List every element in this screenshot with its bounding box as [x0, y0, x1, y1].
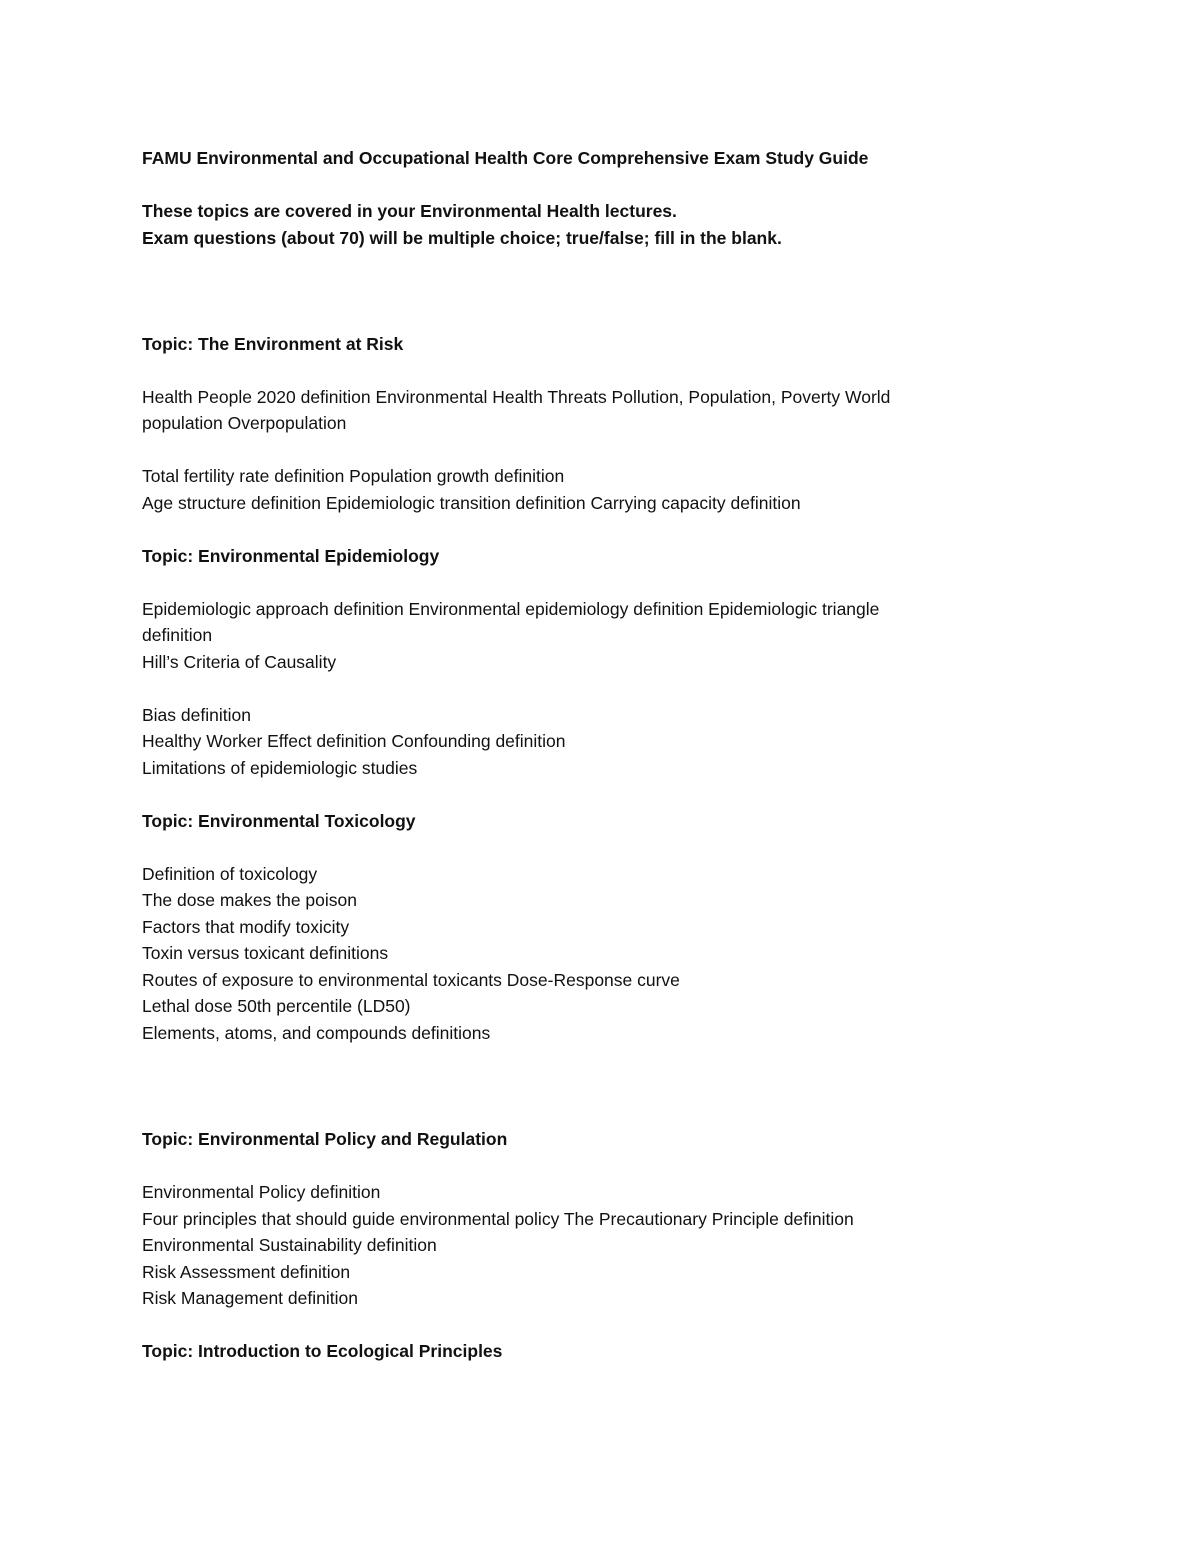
section-heading-ecological-principles: Topic: Introduction to Ecological Principles	[142, 1341, 503, 1361]
intro-line: These topics are covered in your Environmental Health lectures.	[142, 201, 677, 221]
section-heading-environmental-toxicology: Topic: Environmental Toxicology	[142, 810, 416, 831]
topic-item: Epidemiologic approach definition Environmental epidemiology definition Epidemiologic triangle	[142, 598, 880, 619]
topic-item: Risk Management definition	[142, 1288, 358, 1308]
topic-item: Environmental Policy definition	[142, 1182, 381, 1202]
topic-item: Environmental Sustainability definition	[142, 1235, 437, 1255]
topic-item: Bias definition	[142, 704, 251, 725]
topic-item: Healthy Worker Effect definition Confounding definition	[142, 731, 566, 751]
topic-item: The dose makes the poison	[142, 890, 357, 910]
topic-item: Definition of toxicology	[142, 863, 318, 884]
topic-item: Risk Assessment definition	[142, 1261, 351, 1282]
document-body	[142, 145, 1042, 1365]
topic-item: Routes of exposure to environmental toxicants Dose-Response curve	[142, 969, 680, 990]
topic-item: Lethal dose 50th percentile (LD50)	[142, 996, 411, 1016]
topic-item: population Overpopulation	[142, 413, 347, 433]
topic-item: definition	[142, 625, 213, 645]
section-heading-policy-and-regulation: Topic: Environmental Policy and Regulation	[142, 1129, 508, 1149]
topic-item: Elements, atoms, and compounds definitions	[142, 1022, 491, 1043]
topic-item: Toxin versus toxicant definitions	[142, 943, 389, 963]
intro-line: Exam questions (about 70) will be multiple choice; true/false; fill in the blank.	[142, 227, 782, 248]
topic-item: Age structure definition Epidemiologic transition definition Carrying capacity definition	[142, 492, 801, 513]
section-heading-environment-at-risk: Topic: The Environment at Risk	[142, 333, 404, 354]
topic-item: Limitations of epidemiologic studies	[142, 757, 418, 778]
document-title: FAMU Environmental and Occupational Health Core Comprehensive Exam Study Guide	[142, 148, 869, 168]
topic-item: Total fertility rate definition Population growth definition	[142, 466, 565, 486]
topic-item: Health People 2020 definition Environmental Health Threats Pollution, Population, Poverty World	[142, 386, 891, 407]
topic-item: Four principles that should guide environmental policy The Precautionary Principle definition	[142, 1208, 854, 1229]
section-heading-environmental-epidemiology: Topic: Environmental Epidemiology	[142, 545, 440, 566]
topic-item: Factors that modify toxicity	[142, 916, 350, 937]
topic-item: Hill’s Criteria of Causality	[142, 651, 337, 672]
